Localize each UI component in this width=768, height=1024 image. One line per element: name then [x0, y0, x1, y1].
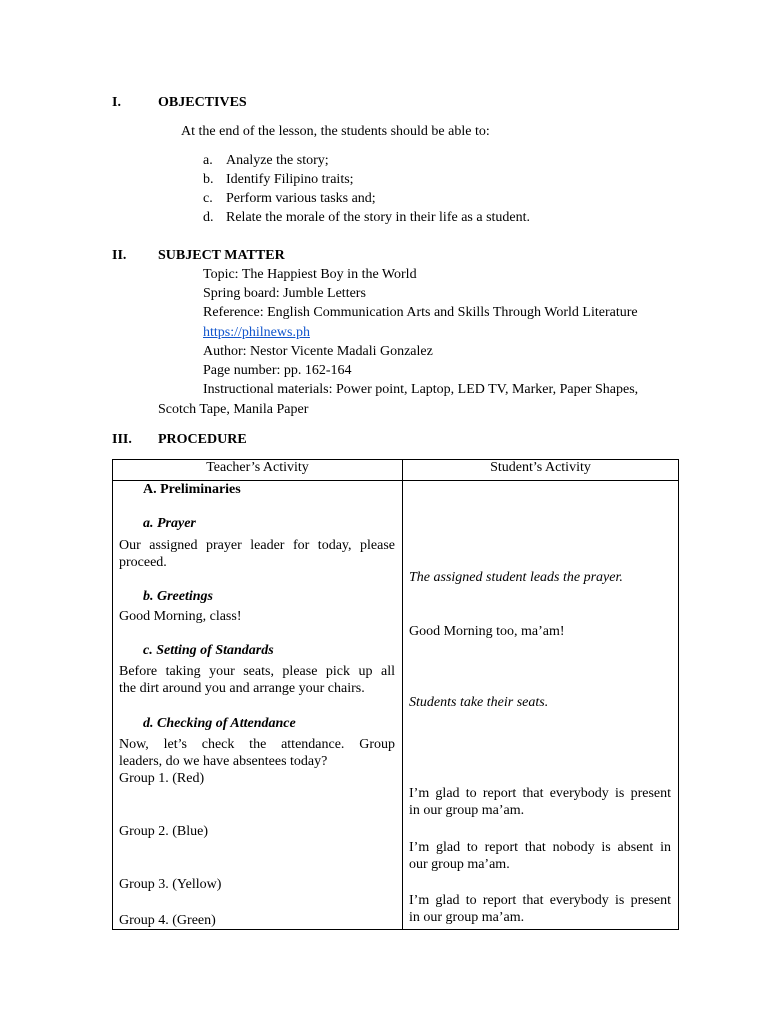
group-report: I’m glad to report that nobody is absent in: [409, 840, 671, 855]
page-number-line: Page number: pp. 162-164: [203, 363, 352, 378]
reference-line: Reference: English Communication Arts and Skills Through World Literature: [203, 305, 638, 320]
standards-instruction-continued: the dirt around you and arrange your chairs.: [119, 681, 365, 696]
group-label: Group 4. (Green): [119, 913, 216, 928]
group-label: Group 1. (Red): [119, 771, 205, 786]
table-header-row: [113, 460, 679, 481]
prayer-heading: a. Prayer: [143, 516, 196, 531]
objective-marker: a.: [203, 153, 213, 168]
section-title-procedure: PROCEDURE: [158, 432, 247, 447]
section-title-subject-matter: SUBJECT MATTER: [158, 248, 285, 263]
objectives-intro: At the end of the lesson, the students should be able to:: [181, 124, 490, 139]
objective-marker: d.: [203, 210, 214, 225]
student-activity-header: Student’s Activity: [403, 460, 679, 481]
objective-item: Relate the morale of the story in their life as a student.: [226, 210, 531, 225]
teacher-activity-header: Teacher’s Activity: [113, 460, 403, 481]
section-title-objectives: OBJECTIVES: [158, 95, 247, 110]
prayer-response: The assigned student leads the prayer.: [409, 570, 623, 585]
preliminaries-heading: A. Preliminaries: [143, 482, 241, 497]
materials-line: Instructional materials: Power point, Laptop, LED TV, Marker, Paper Shapes,: [203, 382, 639, 397]
procedure-table: [112, 459, 679, 930]
objective-item: Analyze the story;: [226, 153, 329, 168]
greeting-response: Good Morning too, ma’am!: [409, 624, 565, 639]
table-row: [113, 481, 679, 930]
standards-instruction: Before taking your seats, please pick up all: [119, 664, 395, 679]
attendance-instruction: Now, let’s check the attendance. Group: [119, 737, 395, 752]
setting-of-standards-heading: c. Setting of Standards: [143, 643, 274, 658]
teacher-activity-cell: [113, 481, 403, 930]
objective-marker: b.: [203, 172, 214, 187]
group-report: I’m glad to report that everybody is present: [409, 786, 671, 801]
objective-marker: c.: [203, 191, 213, 206]
objective-item: Perform various tasks and;: [226, 191, 376, 206]
group-label: Group 2. (Blue): [119, 824, 209, 839]
group-report-continued: our group ma’am.: [409, 857, 510, 872]
student-activity-cell: [403, 481, 679, 930]
group-report: I’m glad to report that everybody is present: [409, 893, 671, 908]
seats-response: Students take their seats.: [409, 695, 549, 710]
prayer-instruction-continued: proceed.: [119, 555, 167, 570]
prayer-instruction: Our assigned prayer leader for today, please: [119, 538, 395, 553]
spring-board-line: Spring board: Jumble Letters: [203, 286, 366, 301]
reference-link[interactable]: https://philnews.ph: [203, 325, 310, 340]
objective-item: Identify Filipino traits;: [226, 172, 354, 187]
section-number-procedure: III.: [112, 432, 132, 447]
author-line: Author: Nestor Vicente Madali Gonzalez: [203, 344, 433, 359]
materials-line-continued: Scotch Tape, Manila Paper: [158, 402, 309, 417]
section-number-objectives: I.: [112, 95, 121, 110]
group-report-continued: in our group ma’am.: [409, 910, 525, 925]
group-label: Group 3. (Yellow): [119, 877, 222, 892]
topic-line: Topic: The Happiest Boy in the World: [203, 267, 417, 282]
checking-attendance-heading: d. Checking of Attendance: [143, 716, 296, 731]
section-number-subject-matter: II.: [112, 248, 127, 263]
group-report-continued: in our group ma’am.: [409, 803, 525, 818]
greetings-heading: b. Greetings: [143, 589, 213, 604]
attendance-instruction-continued: leaders, do we have absentees today?: [119, 754, 328, 769]
greetings-text: Good Morning, class!: [119, 609, 242, 624]
